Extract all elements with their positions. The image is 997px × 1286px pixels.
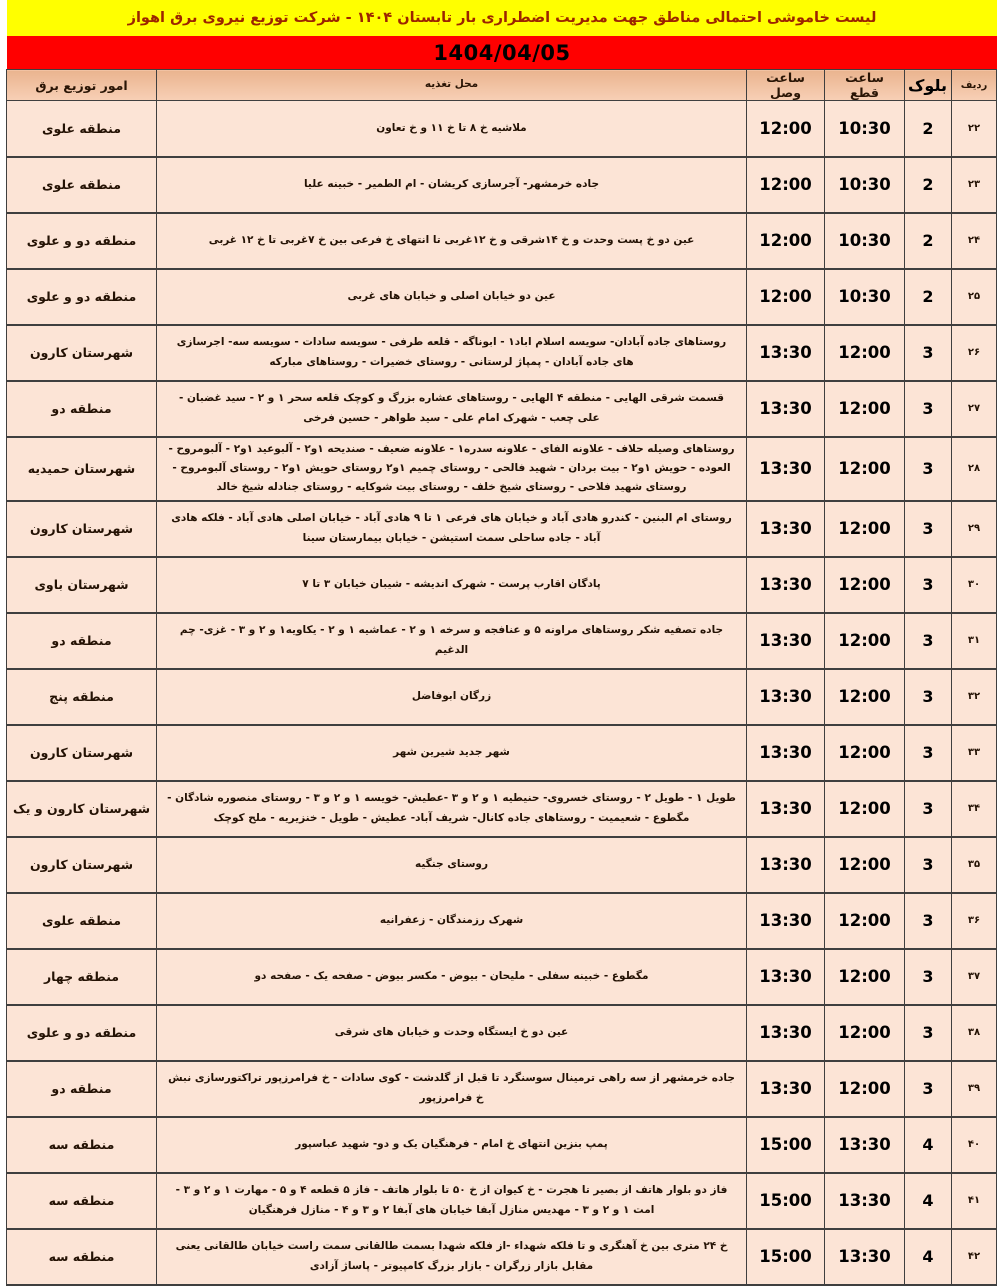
feeding-location-cell: قسمت شرقی الهایی - منطقه ۴ الهایی - روستاهای عشاره بزرگ و کوچک قلعه سحر ۱ و ۲ - سید غضبان - علی چعب - شهرک امام علی - سید طواهر - حسین فرخی bbox=[157, 381, 747, 437]
col-header-cut-time: ساعت قطع bbox=[825, 70, 905, 101]
page-title: لیست خاموشی احتمالی مناطق جهت مدیریت اضطراری بار تابستان ۱۴۰۴ - شرکت توزیع نیروی برق اهواز bbox=[127, 10, 877, 26]
outage-schedule-page bbox=[7, 0, 997, 1286]
cut-time-cell: 12:00 bbox=[825, 1005, 905, 1061]
cut-time-cell: 12:00 bbox=[825, 613, 905, 669]
feeding-location-cell: عین دو خ پست وحدت و خ ۱۴شرقی و خ ۱۲غربی تا انتهای خ فرعی بین خ ۷غربی تا خ ۱۲ غربی bbox=[157, 213, 747, 269]
feeding-location-cell: زرگان ابوفاضل bbox=[157, 669, 747, 725]
block-cell: 3 bbox=[905, 613, 952, 669]
district-cell: منطقه چهار bbox=[7, 949, 157, 1005]
table-row bbox=[7, 101, 997, 157]
restore-time-cell: 13:30 bbox=[747, 325, 825, 381]
restore-time-cell: 13:30 bbox=[747, 613, 825, 669]
feeding-location-cell: شهر جدید شیرین شهر bbox=[157, 725, 747, 781]
table-row bbox=[7, 1173, 997, 1229]
cut-time-cell: 12:00 bbox=[825, 893, 905, 949]
restore-time-cell: 13:30 bbox=[747, 893, 825, 949]
block-cell: 3 bbox=[905, 893, 952, 949]
feeding-location-cell: ملاشیه خ ۸ تا خ ۱۱ و خ تعاون bbox=[157, 101, 747, 157]
cut-time-cell: 12:00 bbox=[825, 837, 905, 893]
cut-time-cell: 13:30 bbox=[825, 1229, 905, 1285]
feeding-location-cell: عین دو خ ایستگاه وحدت و خیابان های شرقی bbox=[157, 1005, 747, 1061]
table-row bbox=[7, 613, 997, 669]
block-cell: 3 bbox=[905, 669, 952, 725]
table-row bbox=[7, 669, 997, 725]
row-number-cell: ۲۹ bbox=[952, 501, 997, 557]
table-row bbox=[7, 213, 997, 269]
col-header-block: بلوک bbox=[905, 70, 952, 101]
row-number-cell: ۳۵ bbox=[952, 837, 997, 893]
row-number-cell: ۳۴ bbox=[952, 781, 997, 837]
feeding-location-cell: پادگان اقارب پرست - شهرک اندیشه - شیبان خیابان ۳ تا ۷ bbox=[157, 557, 747, 613]
table-row bbox=[7, 325, 997, 381]
restore-time-cell: 13:30 bbox=[747, 557, 825, 613]
table-header bbox=[7, 70, 997, 101]
feeding-location-cell: روستای جنگیه bbox=[157, 837, 747, 893]
restore-time-cell: 15:00 bbox=[747, 1229, 825, 1285]
restore-time-cell: 12:00 bbox=[747, 269, 825, 325]
table-row bbox=[7, 725, 997, 781]
block-cell: 2 bbox=[905, 269, 952, 325]
cut-time-cell: 12:00 bbox=[825, 557, 905, 613]
table-row bbox=[7, 269, 997, 325]
cut-time-cell: 12:00 bbox=[825, 725, 905, 781]
district-cell: شهرستان کارون bbox=[7, 325, 157, 381]
outage-table bbox=[6, 69, 997, 1286]
feeding-location-cell: فاز دو بلوار هاتف از بصیر تا هجرت - خ کیوان از خ ۵۰ تا بلوار هاتف - فاز ۵ قطعه ۴ و ۵ - مهارت ۱ و ۲ و ۳ - امت ۱ و ۲ و ۳ - مهدیس منازل آبفا خیابان های آبفا ۲ و ۳ و ۴ - منازل فرهنگیان bbox=[157, 1173, 747, 1229]
cut-time-cell: 10:30 bbox=[825, 269, 905, 325]
restore-time-cell: 13:30 bbox=[747, 437, 825, 501]
table-row bbox=[7, 557, 997, 613]
cut-time-cell: 12:00 bbox=[825, 381, 905, 437]
restore-time-cell: 12:00 bbox=[747, 101, 825, 157]
block-cell: 3 bbox=[905, 437, 952, 501]
block-cell: 2 bbox=[905, 101, 952, 157]
row-number-cell: ۲۶ bbox=[952, 325, 997, 381]
feeding-location-cell: جاده خرمشهر از سه راهی ترمینال سوسنگرد تا قبل از گلدشت - کوی سادات - خ فرامرزپور تراکتورسازی نبش خ فرامرزپور bbox=[157, 1061, 747, 1117]
block-cell: 2 bbox=[905, 157, 952, 213]
district-cell: منطقه دو bbox=[7, 613, 157, 669]
block-cell: 3 bbox=[905, 781, 952, 837]
feeding-location-cell: عین دو خیابان اصلی و خیابان های غربی bbox=[157, 269, 747, 325]
date-label: 1404/04/05 bbox=[433, 40, 571, 65]
feeding-location-cell: مگطوع - خبینه سفلی - ملیحان - بیوض - مکسر بیوض - صفحه یک - صفحه دو bbox=[157, 949, 747, 1005]
block-cell: 2 bbox=[905, 213, 952, 269]
district-cell: منطقه دو و علوی bbox=[7, 269, 157, 325]
block-cell: 3 bbox=[905, 1005, 952, 1061]
restore-time-cell: 13:30 bbox=[747, 781, 825, 837]
feeding-location-cell: جاده خرمشهر- آجرسازی کریشان - ام الطمیر - خبینه علیا bbox=[157, 157, 747, 213]
district-cell: شهرستان باوی bbox=[7, 557, 157, 613]
table-body bbox=[7, 101, 997, 1285]
row-number-cell: ۳۳ bbox=[952, 725, 997, 781]
restore-time-cell: 13:30 bbox=[747, 725, 825, 781]
table-row bbox=[7, 437, 997, 501]
date-banner bbox=[7, 36, 997, 69]
district-cell: شهرستان کارون و یک bbox=[7, 781, 157, 837]
row-number-cell: ۲۷ bbox=[952, 381, 997, 437]
district-cell: منطقه دو و علوی bbox=[7, 213, 157, 269]
block-cell: 3 bbox=[905, 325, 952, 381]
row-number-cell: ۴۱ bbox=[952, 1173, 997, 1229]
district-cell: منطقه دو bbox=[7, 1061, 157, 1117]
feeding-location-cell: روستای ام البنین - کندرو هادی آباد و خیابان های فرعی ۱ تا ۹ هادی آباد - خیابان اصلی هادی آباد - فلکه هادی آباد - جاده ساحلی سمت استیشن - خیابان بیمارستان سینا bbox=[157, 501, 747, 557]
row-number-cell: ۳۷ bbox=[952, 949, 997, 1005]
district-cell: شهرستان حمیدیه bbox=[7, 437, 157, 501]
col-header-district: امور توزیع برق bbox=[7, 70, 157, 101]
restore-time-cell: 15:00 bbox=[747, 1173, 825, 1229]
row-number-cell: ۲۸ bbox=[952, 437, 997, 501]
block-cell: 3 bbox=[905, 725, 952, 781]
block-cell: 3 bbox=[905, 557, 952, 613]
feeding-location-cell: پمپ بنزین انتهای خ امام - فرهنگیان یک و دو- شهید عباسپور bbox=[157, 1117, 747, 1173]
restore-time-cell: 12:00 bbox=[747, 157, 825, 213]
cut-time-cell: 10:30 bbox=[825, 213, 905, 269]
table-row bbox=[7, 381, 997, 437]
table-row bbox=[7, 501, 997, 557]
table-row bbox=[7, 893, 997, 949]
col-header-restore-time: ساعت وصل bbox=[747, 70, 825, 101]
restore-time-cell: 12:00 bbox=[747, 213, 825, 269]
district-cell: شهرستان کارون bbox=[7, 501, 157, 557]
block-cell: 3 bbox=[905, 381, 952, 437]
district-cell: منطقه پنج bbox=[7, 669, 157, 725]
restore-time-cell: 13:30 bbox=[747, 1005, 825, 1061]
restore-time-cell: 13:30 bbox=[747, 1061, 825, 1117]
row-number-cell: ۳۸ bbox=[952, 1005, 997, 1061]
block-cell: 3 bbox=[905, 501, 952, 557]
block-cell: 3 bbox=[905, 949, 952, 1005]
district-cell: منطقه سه bbox=[7, 1229, 157, 1285]
district-cell: منطقه علوی bbox=[7, 893, 157, 949]
district-cell: منطقه دو bbox=[7, 381, 157, 437]
feeding-location-cell: روستاهای جاده آبادان- سویسه اسلام اباد۱ - ابوناگه - قلعه طرفی - سویسه سادات - سویسه سه- اجرسازی های جاده آبادان - پمپاژ لرستانی - روستای خضیرات - روستاهای مبارکه bbox=[157, 325, 747, 381]
cut-time-cell: 12:00 bbox=[825, 501, 905, 557]
col-header-row-number: ردیف bbox=[952, 70, 997, 101]
cut-time-cell: 13:30 bbox=[825, 1117, 905, 1173]
block-cell: 3 bbox=[905, 837, 952, 893]
block-cell: 3 bbox=[905, 1061, 952, 1117]
district-cell: منطقه دو و علوی bbox=[7, 1005, 157, 1061]
feeding-location-cell: روستاهای وصیله حلاف - علاونه الفای - علاونه سدره۱ - علاونه ضعیف - صندیحه ۱و۲ - آلبوعید ۱و۲ - آلبومروح - العوده - حویش ۱و۲ - بیت بردان - شهید فالحی - روستای چمیم ۱و۲ روستای حویش ۱و۲ - روستای آلبومروح - روستای شهید فلاحی - روستای شیخ خلف - روستای بیت شوکایه - روستای جنادله شیخ خالد bbox=[157, 437, 747, 501]
row-number-cell: ۲۴ bbox=[952, 213, 997, 269]
district-cell: منطقه سه bbox=[7, 1173, 157, 1229]
cut-time-cell: 10:30 bbox=[825, 157, 905, 213]
table-row bbox=[7, 1117, 997, 1173]
row-number-cell: ۳۹ bbox=[952, 1061, 997, 1117]
row-number-cell: ۲۲ bbox=[952, 101, 997, 157]
cut-time-cell: 12:00 bbox=[825, 949, 905, 1005]
restore-time-cell: 15:00 bbox=[747, 1117, 825, 1173]
district-cell: منطقه سه bbox=[7, 1117, 157, 1173]
restore-time-cell: 13:30 bbox=[747, 381, 825, 437]
table-row bbox=[7, 1061, 997, 1117]
row-number-cell: ۴۲ bbox=[952, 1229, 997, 1285]
block-cell: 4 bbox=[905, 1173, 952, 1229]
cut-time-cell: 12:00 bbox=[825, 669, 905, 725]
table-row bbox=[7, 1005, 997, 1061]
table-row bbox=[7, 157, 997, 213]
table-row bbox=[7, 837, 997, 893]
row-number-cell: ۲۵ bbox=[952, 269, 997, 325]
feeding-location-cell: خ ۲۴ متری بین خ آهنگری و تا فلکه شهداء -از فلکه شهدا بسمت طالقانی سمت راست خیابان طالقانی یعنی مقابل بازار زرگران - بازار بزرگ کامپیوتر - پاساژ آزادی bbox=[157, 1229, 747, 1285]
col-header-location: محل تغذیه bbox=[157, 70, 747, 101]
district-cell: شهرستان کارون bbox=[7, 837, 157, 893]
title-banner bbox=[7, 0, 997, 36]
district-cell: منطقه علوی bbox=[7, 101, 157, 157]
row-number-cell: ۳۲ bbox=[952, 669, 997, 725]
restore-time-cell: 13:30 bbox=[747, 669, 825, 725]
cut-time-cell: 12:00 bbox=[825, 437, 905, 501]
restore-time-cell: 13:30 bbox=[747, 501, 825, 557]
table-row bbox=[7, 781, 997, 837]
feeding-location-cell: جاده تصفیه شکر روستاهای مراونه ۵ و عنافجه و سرخه ۱ و ۲ - عماشیه ۱ و ۲ - یکاویه۱ و ۲ و ۳ - غزی- چم الدغیم bbox=[157, 613, 747, 669]
row-number-cell: ۳۱ bbox=[952, 613, 997, 669]
cut-time-cell: 13:30 bbox=[825, 1173, 905, 1229]
header-row bbox=[7, 70, 997, 101]
cut-time-cell: 12:00 bbox=[825, 781, 905, 837]
block-cell: 4 bbox=[905, 1229, 952, 1285]
district-cell: منطقه علوی bbox=[7, 157, 157, 213]
district-cell: شهرستان کارون bbox=[7, 725, 157, 781]
table-row bbox=[7, 949, 997, 1005]
row-number-cell: ۲۳ bbox=[952, 157, 997, 213]
row-number-cell: ۴۰ bbox=[952, 1117, 997, 1173]
cut-time-cell: 10:30 bbox=[825, 101, 905, 157]
cut-time-cell: 12:00 bbox=[825, 325, 905, 381]
restore-time-cell: 13:30 bbox=[747, 837, 825, 893]
row-number-cell: ۳۰ bbox=[952, 557, 997, 613]
feeding-location-cell: شهرک رزمندگان - زعفرانیه bbox=[157, 893, 747, 949]
block-cell: 4 bbox=[905, 1117, 952, 1173]
feeding-location-cell: طویل ۱ - طویل ۲ - روستای خسروی- حنیطیه ۱ و ۲ و ۳ -عطیش- خویسه ۱ و ۲ و ۳ - روستای منصوره شادگان - مگطوع - شعیمیت - روستاهای جاده کانال- شریف آباد- عطیش - طویل - خنزیریه - ملح کوچک bbox=[157, 781, 747, 837]
table-row bbox=[7, 1229, 997, 1285]
cut-time-cell: 12:00 bbox=[825, 1061, 905, 1117]
row-number-cell: ۳۶ bbox=[952, 893, 997, 949]
restore-time-cell: 13:30 bbox=[747, 949, 825, 1005]
